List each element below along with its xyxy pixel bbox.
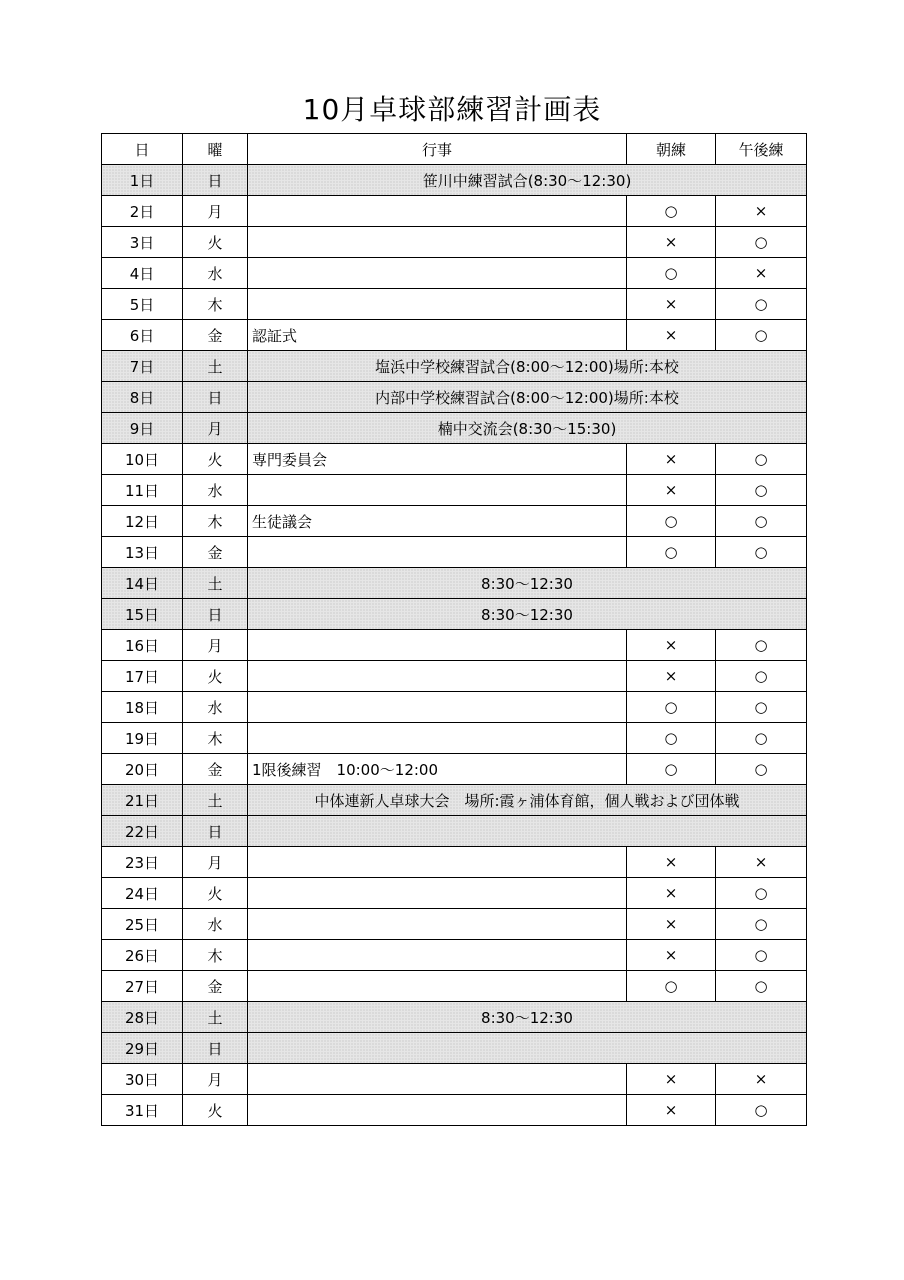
table-row — [102, 816, 807, 847]
day-of-week-cell: 日 — [183, 816, 248, 847]
date-cell: 31日 — [102, 1095, 183, 1126]
date-cell: 18日 — [102, 692, 183, 723]
morning-practice-cell: ○ — [627, 196, 716, 227]
event-cell: 塩浜中学校練習試合(8:00〜12:00)場所:本校 — [248, 351, 807, 382]
table-row — [102, 320, 807, 351]
afternoon-practice-cell: ○ — [716, 754, 807, 785]
table-row — [102, 382, 807, 413]
morning-practice-cell: × — [627, 630, 716, 661]
event-cell: 内部中学校練習試合(8:00〜12:00)場所:本校 — [248, 382, 807, 413]
date-cell: 9日 — [102, 413, 183, 444]
event-cell: 1限後練習 10:00〜12:00 — [248, 754, 627, 785]
event-cell: 認証式 — [248, 320, 627, 351]
date-cell: 21日 — [102, 785, 183, 816]
table-row — [102, 971, 807, 1002]
event-cell: 笹川中練習試合(8:30〜12:30) — [248, 165, 807, 196]
day-of-week-cell: 土 — [183, 351, 248, 382]
event-cell: 8:30〜12:30 — [248, 1002, 807, 1033]
table-row — [102, 165, 807, 196]
event-cell — [248, 847, 627, 878]
date-cell: 22日 — [102, 816, 183, 847]
day-of-week-cell: 日 — [183, 382, 248, 413]
table-row — [102, 692, 807, 723]
table-row — [102, 1064, 807, 1095]
morning-practice-cell: × — [627, 444, 716, 475]
event-cell — [248, 630, 627, 661]
afternoon-practice-cell: ○ — [716, 940, 807, 971]
morning-practice-cell: × — [627, 320, 716, 351]
morning-practice-cell: × — [627, 289, 716, 320]
date-cell: 23日 — [102, 847, 183, 878]
morning-practice-cell: ○ — [627, 723, 716, 754]
table-row — [102, 568, 807, 599]
morning-practice-cell: ○ — [627, 971, 716, 1002]
afternoon-practice-cell: ○ — [716, 630, 807, 661]
event-cell — [248, 227, 627, 258]
event-cell — [248, 475, 627, 506]
day-of-week-cell: 水 — [183, 475, 248, 506]
afternoon-practice-cell: ○ — [716, 971, 807, 1002]
table-row — [102, 909, 807, 940]
header-date: 日 — [102, 134, 183, 165]
morning-practice-cell: ○ — [627, 506, 716, 537]
day-of-week-cell: 土 — [183, 1002, 248, 1033]
header-event: 行事 — [248, 134, 627, 165]
table-row — [102, 661, 807, 692]
day-of-week-cell: 月 — [183, 630, 248, 661]
day-of-week-cell: 月 — [183, 413, 248, 444]
day-of-week-cell: 日 — [183, 599, 248, 630]
day-of-week-cell: 火 — [183, 444, 248, 475]
afternoon-practice-cell: × — [716, 196, 807, 227]
afternoon-practice-cell: ○ — [716, 723, 807, 754]
day-of-week-cell: 日 — [183, 165, 248, 196]
table-row — [102, 940, 807, 971]
afternoon-practice-cell: ○ — [716, 475, 807, 506]
event-cell — [248, 940, 627, 971]
event-cell — [248, 258, 627, 289]
day-of-week-cell: 木 — [183, 723, 248, 754]
date-cell: 29日 — [102, 1033, 183, 1064]
event-cell — [248, 692, 627, 723]
table-row — [102, 1033, 807, 1064]
date-cell: 10日 — [102, 444, 183, 475]
table-row — [102, 289, 807, 320]
event-cell — [248, 661, 627, 692]
event-cell — [248, 1033, 807, 1064]
day-of-week-cell: 金 — [183, 537, 248, 568]
afternoon-practice-cell: ○ — [716, 444, 807, 475]
event-cell — [248, 909, 627, 940]
date-cell: 28日 — [102, 1002, 183, 1033]
table-row — [102, 1002, 807, 1033]
afternoon-practice-cell: ○ — [716, 320, 807, 351]
morning-practice-cell: ○ — [627, 754, 716, 785]
day-of-week-cell: 水 — [183, 258, 248, 289]
date-cell: 15日 — [102, 599, 183, 630]
afternoon-practice-cell: ○ — [716, 909, 807, 940]
day-of-week-cell: 火 — [183, 1095, 248, 1126]
date-cell: 11日 — [102, 475, 183, 506]
table-row — [102, 537, 807, 568]
day-of-week-cell: 水 — [183, 909, 248, 940]
table-row — [102, 599, 807, 630]
day-of-week-cell: 土 — [183, 568, 248, 599]
table-row — [102, 630, 807, 661]
date-cell: 13日 — [102, 537, 183, 568]
day-of-week-cell: 金 — [183, 754, 248, 785]
date-cell: 17日 — [102, 661, 183, 692]
table-row — [102, 785, 807, 816]
table-row — [102, 444, 807, 475]
event-cell — [248, 1095, 627, 1126]
afternoon-practice-cell: ○ — [716, 692, 807, 723]
afternoon-practice-cell: × — [716, 1064, 807, 1095]
event-cell — [248, 196, 627, 227]
morning-practice-cell: × — [627, 909, 716, 940]
event-cell — [248, 537, 627, 568]
event-cell — [248, 289, 627, 320]
morning-practice-cell: ○ — [627, 692, 716, 723]
date-cell: 16日 — [102, 630, 183, 661]
day-of-week-cell: 土 — [183, 785, 248, 816]
event-cell: 中体連新人卓球大会 場所:霞ヶ浦体育館，個人戦および団体戦 — [248, 785, 807, 816]
date-cell: 12日 — [102, 506, 183, 537]
date-cell: 5日 — [102, 289, 183, 320]
date-cell: 1日 — [102, 165, 183, 196]
header-row — [102, 134, 807, 165]
header-day-of-week: 曜 — [183, 134, 248, 165]
morning-practice-cell: × — [627, 1064, 716, 1095]
event-cell: 8:30〜12:30 — [248, 599, 807, 630]
morning-practice-cell: × — [627, 940, 716, 971]
table-row — [102, 351, 807, 382]
afternoon-practice-cell: ○ — [716, 227, 807, 258]
date-cell: 25日 — [102, 909, 183, 940]
table-row — [102, 878, 807, 909]
afternoon-practice-cell: × — [716, 847, 807, 878]
day-of-week-cell: 木 — [183, 506, 248, 537]
date-cell: 2日 — [102, 196, 183, 227]
date-cell: 24日 — [102, 878, 183, 909]
date-cell: 4日 — [102, 258, 183, 289]
morning-practice-cell: × — [627, 878, 716, 909]
table-row — [102, 847, 807, 878]
date-cell: 26日 — [102, 940, 183, 971]
table-row — [102, 413, 807, 444]
day-of-week-cell: 火 — [183, 661, 248, 692]
date-cell: 7日 — [102, 351, 183, 382]
table-row — [102, 196, 807, 227]
event-cell — [248, 816, 807, 847]
header-afternoon-practice: 午後練 — [716, 134, 807, 165]
day-of-week-cell: 日 — [183, 1033, 248, 1064]
page-title: 10月卓球部練習計画表 — [302, 93, 602, 126]
afternoon-practice-cell: × — [716, 258, 807, 289]
morning-practice-cell: × — [627, 1095, 716, 1126]
practice-schedule-table — [101, 133, 807, 1126]
event-cell — [248, 971, 627, 1002]
day-of-week-cell: 火 — [183, 227, 248, 258]
date-cell: 30日 — [102, 1064, 183, 1095]
date-cell: 27日 — [102, 971, 183, 1002]
date-cell: 3日 — [102, 227, 183, 258]
day-of-week-cell: 金 — [183, 320, 248, 351]
day-of-week-cell: 木 — [183, 940, 248, 971]
day-of-week-cell: 木 — [183, 289, 248, 320]
morning-practice-cell: ○ — [627, 537, 716, 568]
afternoon-practice-cell: ○ — [716, 506, 807, 537]
day-of-week-cell: 月 — [183, 847, 248, 878]
date-cell: 8日 — [102, 382, 183, 413]
date-cell: 20日 — [102, 754, 183, 785]
day-of-week-cell: 水 — [183, 692, 248, 723]
afternoon-practice-cell: ○ — [716, 661, 807, 692]
schedule-body — [102, 165, 807, 1126]
event-cell — [248, 878, 627, 909]
morning-practice-cell: ○ — [627, 258, 716, 289]
morning-practice-cell: × — [627, 661, 716, 692]
afternoon-practice-cell: ○ — [716, 289, 807, 320]
table-row — [102, 723, 807, 754]
header-morning-practice: 朝練 — [627, 134, 716, 165]
day-of-week-cell: 火 — [183, 878, 248, 909]
date-cell: 14日 — [102, 568, 183, 599]
morning-practice-cell: × — [627, 227, 716, 258]
table-row — [102, 506, 807, 537]
table-row — [102, 227, 807, 258]
event-cell: 8:30〜12:30 — [248, 568, 807, 599]
morning-practice-cell: × — [627, 475, 716, 506]
table-row — [102, 754, 807, 785]
date-cell: 6日 — [102, 320, 183, 351]
afternoon-practice-cell: ○ — [716, 537, 807, 568]
table-row — [102, 475, 807, 506]
table-row — [102, 1095, 807, 1126]
event-cell: 専門委員会 — [248, 444, 627, 475]
event-cell — [248, 1064, 627, 1095]
day-of-week-cell: 月 — [183, 196, 248, 227]
day-of-week-cell: 月 — [183, 1064, 248, 1095]
afternoon-practice-cell: ○ — [716, 1095, 807, 1126]
afternoon-practice-cell: ○ — [716, 878, 807, 909]
date-cell: 19日 — [102, 723, 183, 754]
event-cell: 生徒議会 — [248, 506, 627, 537]
table-row — [102, 258, 807, 289]
event-cell — [248, 723, 627, 754]
event-cell: 楠中交流会(8:30〜15:30) — [248, 413, 807, 444]
day-of-week-cell: 金 — [183, 971, 248, 1002]
morning-practice-cell: × — [627, 847, 716, 878]
